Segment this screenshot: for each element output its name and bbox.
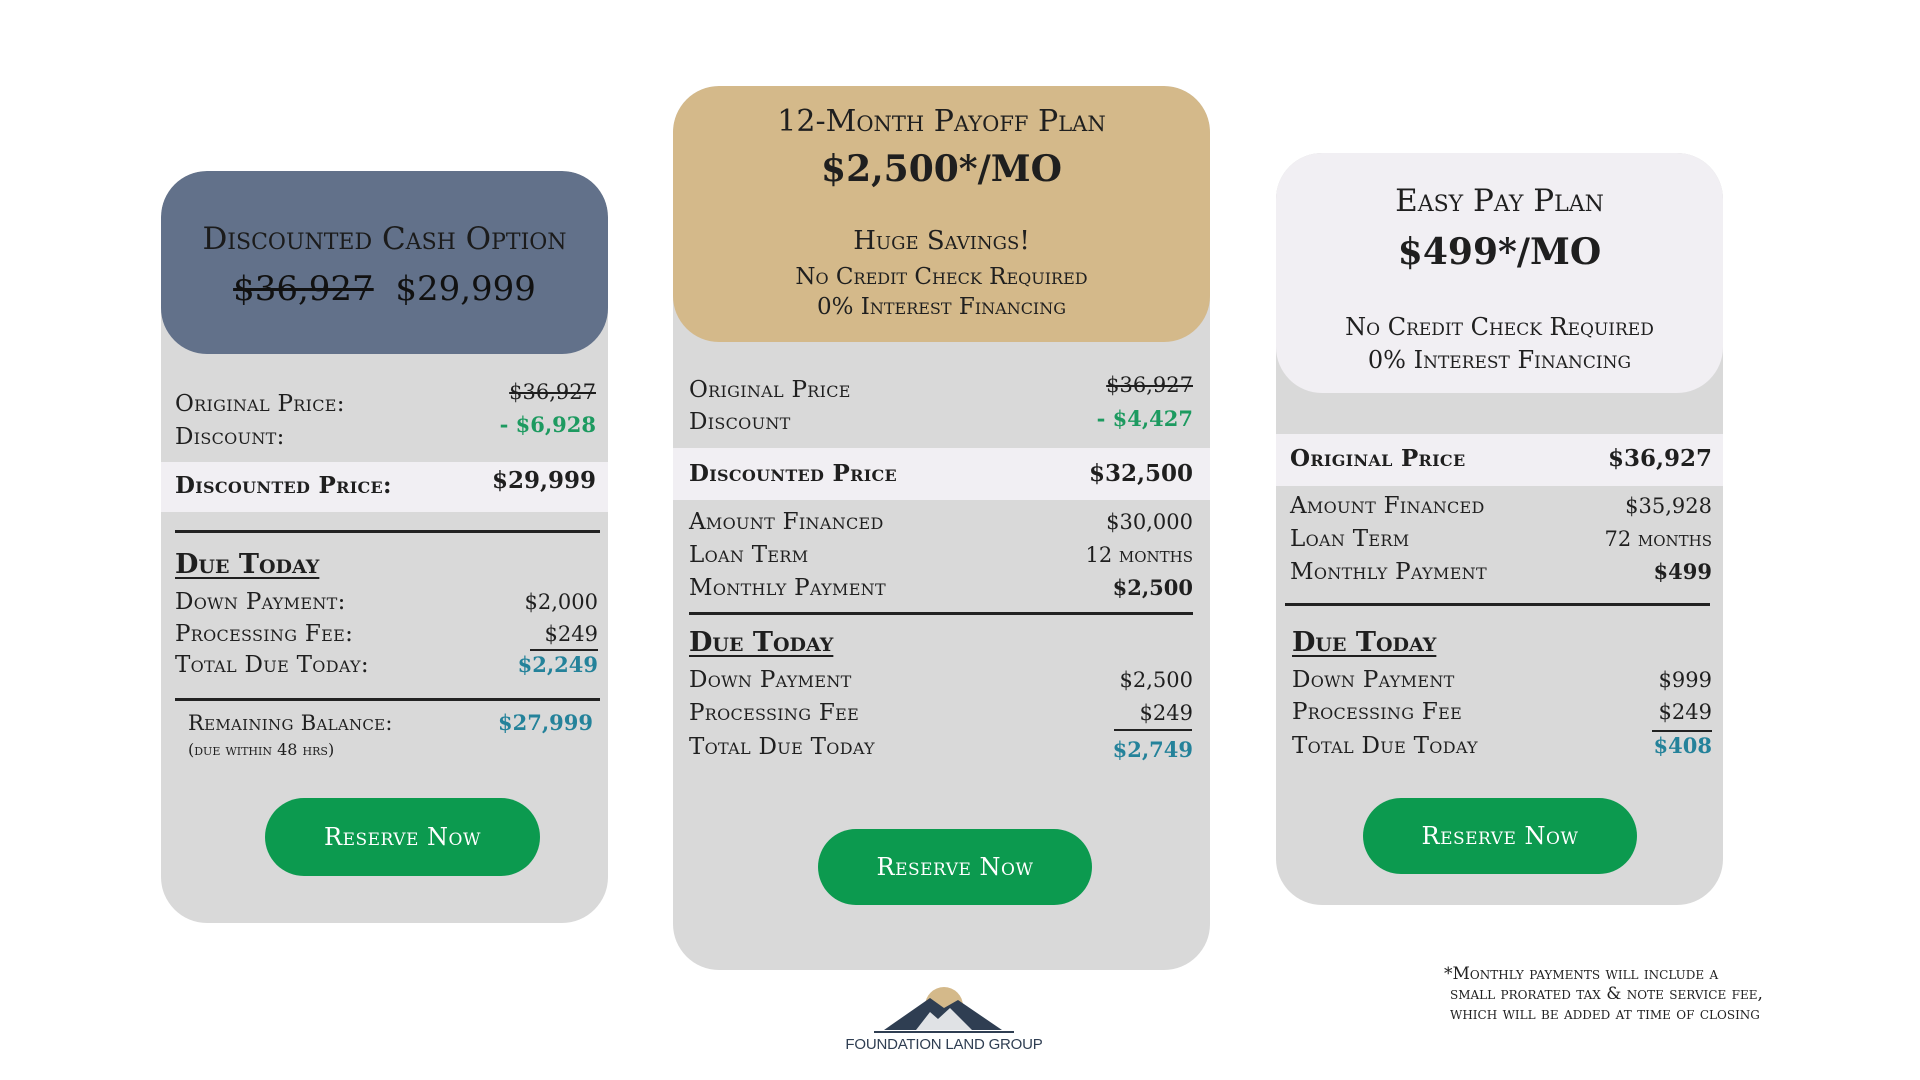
- easy-total-due-value: $408: [1653, 733, 1712, 758]
- cash-old-price: $36,927: [233, 269, 374, 309]
- payoff-reserve-now-button[interactable]: [818, 829, 1092, 905]
- easy-down-payment-label: Down Payment: [1292, 667, 1455, 693]
- cash-down-payment-row: [175, 589, 598, 615]
- easy-pay-feature-zero-interest: 0% Interest Financing: [1367, 346, 1632, 374]
- payoff-plan-price: $2,500*/MO: [821, 148, 1062, 190]
- easy-pay-card: [1276, 153, 1723, 905]
- cash-option-price: [161, 269, 608, 309]
- easy-original-price-label: Original Price: [1290, 445, 1466, 472]
- payoff-processing-fee-row: [689, 700, 1193, 726]
- payoff-discount-label: Discount: [689, 409, 791, 435]
- payoff-plan-feature-zero-interest: 0% Interest Financing: [816, 294, 1067, 320]
- cash-discounted-price-value: $29,999: [491, 467, 596, 494]
- cash-option-card: [161, 171, 608, 923]
- payoff-total-due-row: [689, 734, 1193, 760]
- payoff-reserve-now-label: Reserve Now: [876, 853, 1034, 881]
- easy-total-due-row: [1292, 733, 1712, 759]
- footnote-line-2: small prorated tax & note service fee,: [1450, 984, 1763, 1004]
- easy-original-price-value: $36,927: [1607, 445, 1712, 472]
- payoff-plan-header: [673, 86, 1210, 342]
- easy-pay-title: Easy Pay Plan: [1395, 183, 1604, 219]
- cash-original-price-label: Original Price:: [175, 391, 345, 417]
- cash-processing-fee-value: $249: [544, 622, 598, 646]
- payoff-plan-card: [673, 86, 1210, 970]
- easy-reserve-now-button[interactable]: [1363, 798, 1637, 874]
- company-logo: [834, 986, 1054, 1058]
- payoff-monthly-payment-value: $2,500: [1112, 575, 1193, 600]
- payoff-amount-financed-label: Amount Financed: [689, 509, 884, 535]
- easy-pay-feature-no-credit: No Credit Check Required: [1345, 313, 1654, 341]
- footnote-line-3: which will be added at time of closing: [1450, 1004, 1760, 1024]
- easy-loan-term-row: [1290, 526, 1712, 552]
- cash-total-due-row: [175, 652, 598, 678]
- payoff-divider: [689, 612, 1193, 615]
- payoff-processing-fee-label: Processing Fee: [689, 700, 860, 726]
- payoff-plan-feature-no-credit: No Credit Check Required: [795, 264, 1088, 290]
- cash-reserve-now-label: Reserve Now: [324, 823, 481, 851]
- cash-down-payment-label: Down Payment:: [175, 589, 346, 615]
- payoff-discount-value: - $4,427: [1096, 406, 1193, 431]
- cash-original-price-value: $36,927: [509, 380, 596, 404]
- easy-amount-financed-value: $35,928: [1625, 494, 1712, 518]
- easy-monthly-payment-row: [1290, 559, 1712, 585]
- footnote-line-1: *Monthly payments will include a: [1444, 964, 1719, 984]
- easy-amount-financed-label: Amount Financed: [1290, 493, 1485, 519]
- payoff-total-due-value: $2,749: [1112, 737, 1193, 762]
- payoff-processing-fee-value: $249: [1139, 701, 1193, 725]
- easy-processing-fee-row: [1292, 699, 1712, 725]
- easy-original-price-row: [1290, 445, 1712, 472]
- payoff-fee-underline: [1114, 729, 1192, 731]
- cash-discount-label: Discount:: [175, 424, 285, 450]
- payoff-amount-financed-row: [689, 509, 1193, 535]
- monthly-payment-footnote: [1444, 964, 1763, 1024]
- cash-discount-row: [175, 412, 596, 450]
- cash-discounted-price-row: [175, 467, 596, 499]
- easy-pay-header: [1276, 153, 1723, 393]
- payoff-discounted-price-label: Discounted Price: [689, 460, 898, 487]
- easy-processing-fee-value: $249: [1658, 700, 1712, 724]
- payoff-down-payment-value: $2,500: [1119, 668, 1193, 692]
- cash-due-today-heading: Due Today: [175, 549, 320, 580]
- cash-total-due-value: $2,249: [517, 652, 598, 677]
- cash-option-header: [161, 171, 608, 354]
- payoff-down-payment-label: Down Payment: [689, 667, 852, 693]
- payoff-discounted-price-value: $32,500: [1088, 460, 1193, 487]
- cash-reserve-now-button[interactable]: [265, 798, 540, 876]
- payoff-loan-term-value: 12 months: [1085, 543, 1193, 567]
- payoff-monthly-payment-label: Monthly Payment: [689, 575, 886, 601]
- easy-loan-term-label: Loan Term: [1290, 526, 1410, 552]
- easy-pay-price: $499*/MO: [1397, 231, 1602, 273]
- easy-reserve-now-label: Reserve Now: [1421, 822, 1579, 850]
- cash-fee-underline: [530, 649, 598, 651]
- cash-down-payment-value: $2,000: [524, 590, 598, 614]
- payoff-loan-term-row: [689, 542, 1193, 568]
- easy-fee-underline: [1652, 730, 1712, 732]
- cash-remaining-row: [188, 710, 593, 735]
- cash-divider-2: [175, 698, 600, 701]
- cash-new-price: $29,999: [395, 269, 536, 309]
- cash-discounted-price-label: Discounted Price:: [175, 472, 392, 499]
- payoff-original-price-row: [689, 373, 1193, 403]
- payoff-loan-term-label: Loan Term: [689, 542, 809, 568]
- mountain-sun-icon: [834, 986, 1054, 1038]
- easy-down-payment-value: $999: [1658, 668, 1712, 692]
- easy-monthly-payment-value: $499: [1653, 559, 1712, 584]
- cash-total-due-label: Total Due Today:: [175, 652, 369, 678]
- easy-monthly-payment-label: Monthly Payment: [1290, 559, 1487, 585]
- cash-remaining-value: $27,999: [498, 710, 593, 735]
- payoff-monthly-payment-row: [689, 575, 1193, 601]
- easy-divider: [1285, 603, 1710, 606]
- payoff-original-price-label: Original Price: [689, 377, 851, 403]
- payoff-discount-row: [689, 406, 1193, 435]
- payoff-plan-savings: Huge Savings!: [853, 226, 1030, 256]
- cash-remaining-label: Remaining Balance:: [188, 711, 393, 735]
- payoff-down-payment-row: [689, 667, 1193, 693]
- company-logo-text: FOUNDATION LAND GROUP: [845, 1036, 1043, 1053]
- easy-processing-fee-label: Processing Fee: [1292, 699, 1463, 725]
- cash-discount-value: - $6,928: [499, 412, 596, 437]
- easy-due-today-heading: Due Today: [1292, 627, 1437, 658]
- cash-remaining-note: (due within 48 hrs): [188, 740, 335, 759]
- payoff-discounted-price-row: [689, 460, 1193, 487]
- easy-amount-financed-row: [1290, 493, 1712, 519]
- payoff-original-price-value: $36,927: [1106, 373, 1193, 397]
- cash-option-title: Discounted Cash Option: [202, 221, 567, 257]
- easy-total-due-label: Total Due Today: [1292, 733, 1478, 759]
- cash-divider-1: [175, 530, 600, 533]
- payoff-total-due-label: Total Due Today: [689, 734, 875, 760]
- easy-loan-term-value: 72 months: [1604, 527, 1712, 551]
- payoff-amount-financed-value: $30,000: [1106, 510, 1193, 534]
- payoff-due-today-heading: Due Today: [689, 627, 834, 658]
- cash-processing-fee-row: [175, 621, 598, 647]
- easy-down-payment-row: [1292, 667, 1712, 693]
- payoff-plan-title: 12-Month Payoff Plan: [777, 104, 1106, 139]
- cash-processing-fee-label: Processing Fee:: [175, 621, 354, 647]
